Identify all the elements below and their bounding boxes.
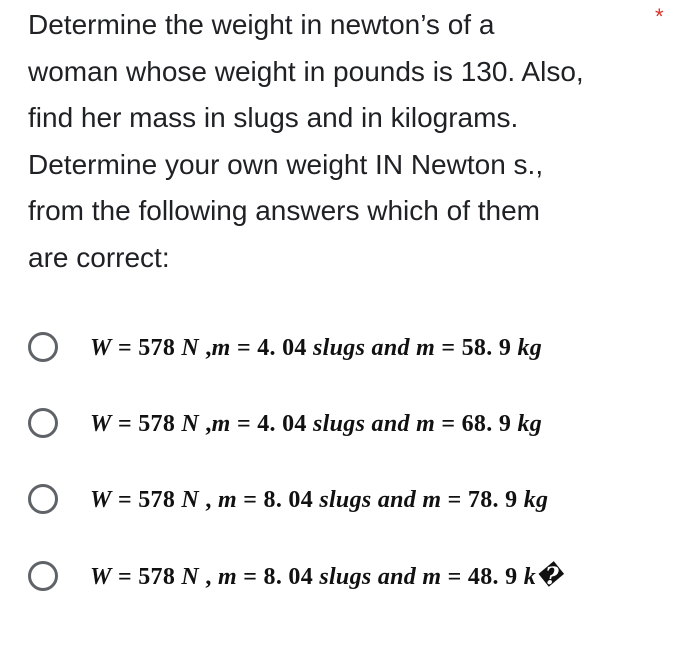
radio-button[interactable]	[28, 484, 58, 514]
option-w-var: W	[90, 564, 112, 590]
option-m-var: m	[211, 335, 231, 361]
option-w-var: W	[90, 335, 112, 361]
option-separator: ,	[199, 487, 218, 513]
option-m-slugs-value: = 4. 04	[230, 411, 314, 437]
option-label	[90, 480, 548, 520]
option-w-unit: N	[181, 335, 200, 361]
option-m-var: m	[217, 487, 237, 513]
option-m-kg-unit: k�	[523, 564, 564, 590]
question-line: are correct:	[28, 241, 170, 273]
question-line: find her mass in slugs and in kilograms.	[28, 102, 519, 133]
option-m-slugs-unit: slugs and m	[319, 564, 442, 590]
option-label	[90, 557, 563, 597]
option-w-value: = 578	[111, 487, 182, 513]
option-m-slugs-unit: slugs and m	[319, 487, 442, 513]
option-separator: ,	[199, 564, 218, 590]
option-label	[90, 404, 542, 444]
answer-option[interactable]	[28, 557, 668, 601]
option-m-var: m	[211, 411, 231, 437]
answer-option[interactable]	[28, 328, 668, 372]
radio-button[interactable]	[28, 332, 58, 362]
option-w-unit: N	[181, 564, 200, 590]
option-m-kg-value: = 58. 9	[435, 335, 518, 361]
option-w-var: W	[90, 487, 112, 513]
question-line: from the following answers which of them	[28, 195, 540, 226]
option-w-value: = 578	[111, 335, 182, 361]
answer-option[interactable]	[28, 404, 668, 448]
question-block	[28, 0, 658, 281]
option-m-slugs-value: = 8. 04	[236, 487, 320, 513]
question-text	[28, 0, 658, 281]
option-m-kg-unit: kg	[523, 487, 549, 513]
question-line: Determine the weight in newton’s of a	[28, 9, 495, 40]
option-m-kg-value: = 48. 9	[441, 564, 524, 590]
option-w-value: = 578	[111, 564, 182, 590]
option-m-kg-value: = 78. 9	[441, 487, 524, 513]
answer-option[interactable]	[28, 480, 668, 524]
option-separator: ,	[199, 335, 212, 361]
question-line: woman whose weight in pounds is 130. Also,	[28, 55, 584, 87]
radio-button[interactable]	[28, 408, 58, 438]
option-m-slugs-unit: slugs and m	[313, 411, 436, 437]
option-separator: ,	[199, 411, 212, 437]
radio-button[interactable]	[28, 561, 58, 591]
option-w-value: = 578	[111, 411, 182, 437]
option-m-slugs-value: = 8. 04	[236, 564, 320, 590]
option-m-var: m	[217, 564, 237, 590]
option-label	[90, 328, 542, 368]
option-m-kg-unit: kg	[517, 411, 543, 437]
option-w-unit: N	[181, 411, 200, 437]
required-marker: *	[655, 4, 664, 29]
option-m-kg-unit: kg	[517, 335, 543, 361]
question-line: Determine your own weight IN Newton s.,	[28, 148, 544, 180]
option-m-slugs-value: = 4. 04	[230, 335, 314, 361]
option-m-kg-value: = 68. 9	[435, 411, 518, 437]
option-w-unit: N	[181, 487, 200, 513]
option-w-var: W	[90, 411, 112, 437]
option-m-slugs-unit: slugs and m	[313, 335, 436, 361]
